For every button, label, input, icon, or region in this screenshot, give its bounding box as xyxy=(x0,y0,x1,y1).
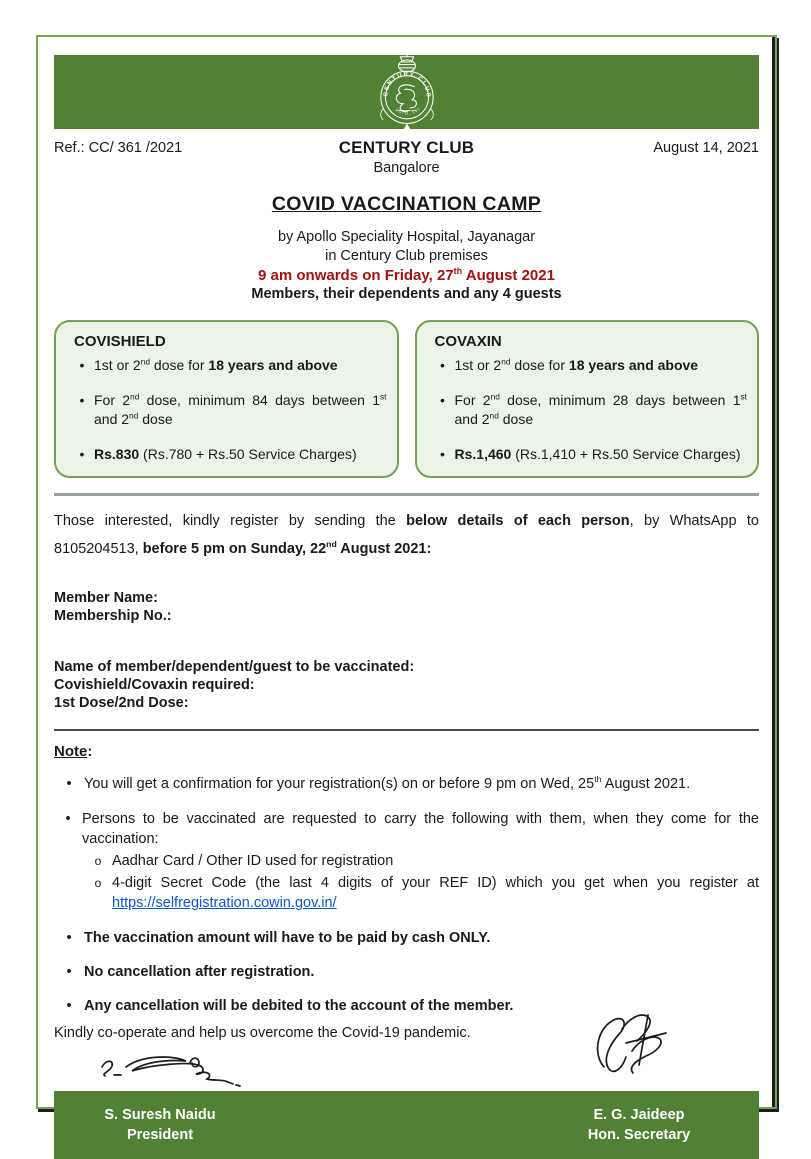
vaccine-name: COVISHIELD xyxy=(74,333,166,350)
note-item: • You will get a confirmation for your registration(s) on or before 9 pm on Wed, 25th August 2021. xyxy=(54,774,759,794)
vaccine-bullet: • 1st or 2nd dose for 18 years and above xyxy=(431,356,748,375)
logo-finial-icon xyxy=(404,48,409,54)
circle-bullet-icon xyxy=(84,851,112,871)
bullet-icon xyxy=(54,774,84,794)
logo-pendant-icon xyxy=(403,123,410,135)
vaccine-name: COVAXIN xyxy=(434,333,502,350)
signatory-title: President xyxy=(126,1127,194,1143)
closing-line: Kindly co-operate and help us overcome the Covid-19 pandemic. xyxy=(54,1025,471,1041)
form-field-label: 1st Dose/2nd Dose: xyxy=(54,695,189,711)
century-club-logo xyxy=(364,41,450,143)
secretary-signature xyxy=(582,1009,678,1089)
vaccination-fields xyxy=(54,658,759,712)
note-subitem: o 4-digit Secret Code (the last 4 digits of your REF ID) which you get when you register at https://selfregistration.cowin.gov.in/ xyxy=(54,873,759,913)
note-item: • Persons to be vaccinated are requested to carry the following with them, when they come for the vaccination: xyxy=(54,809,759,849)
venue-line: in Century Club premises xyxy=(325,248,488,264)
schedule-line: 9 am onwards on Friday, 27th August 2021 xyxy=(258,266,555,284)
bullet-icon xyxy=(54,962,84,982)
letter-date: August 14, 2021 xyxy=(653,140,759,156)
audience-line: Members, their dependents and any 4 guests xyxy=(251,286,562,302)
president-block xyxy=(60,1105,260,1145)
vaccine-bullet: • For 2nd dose, minimum 28 days between 1st and 2nd dose xyxy=(431,391,748,429)
registration-paragraph: Those interested, kindly register by sending the below details of each person, by WhatsApp to 8105204513, before 5 pm on Sunday, 22nd August 2021: xyxy=(54,513,759,557)
footer-bar xyxy=(54,1091,759,1159)
bullet-icon xyxy=(70,445,94,464)
note-item: • The vaccination amount will have to be paid by cash ONLY. xyxy=(54,928,759,948)
note-list xyxy=(54,774,759,1016)
organizer-line: by Apollo Speciality Hospital, Jayanagar xyxy=(277,229,536,245)
form-field-label: Name of member/dependent/guest to be vaccinated: xyxy=(54,659,415,675)
bullet-icon xyxy=(54,996,84,1016)
secretary-block xyxy=(539,1105,739,1145)
signatory-name: S. Suresh Naidu xyxy=(104,1107,216,1123)
logo-club-name: CENTURY CLUB xyxy=(382,71,431,99)
signature-area xyxy=(54,1041,759,1091)
bullet-icon xyxy=(54,809,82,829)
page-frame xyxy=(36,35,777,1143)
circle-bullet-icon xyxy=(84,873,112,893)
note-item: • Any cancellation will be debited to the account of the member. xyxy=(54,996,759,1016)
president-signature xyxy=(94,1049,262,1087)
form-field-label: Membership No.: xyxy=(54,608,172,624)
cowin-registration-link[interactable]: https://selfregistration.cowin.gov.in/ xyxy=(112,895,337,911)
club-name: CENTURY CLUB xyxy=(338,138,475,157)
bullet-icon xyxy=(431,445,455,464)
vaccine-bullet: • 1st or 2nd dose for 18 years and above xyxy=(70,356,387,375)
form-field-label: Covishield/Covaxin required: xyxy=(54,677,255,693)
ref-number: Ref.: CC/ 361 /2021 xyxy=(54,140,183,156)
bullet-icon xyxy=(431,391,455,410)
note-item: • No cancellation after registration. xyxy=(54,962,759,982)
vaccine-bullet: • For 2nd dose, minimum 84 days between 1st and 2nd dose xyxy=(70,391,387,429)
page-title: COVID VACCINATION CAMP xyxy=(271,193,542,215)
member-fields xyxy=(54,589,759,625)
logo-estd-year: ESTD. 1917 xyxy=(365,41,421,116)
covishield-box xyxy=(54,320,399,478)
signatory-name: E. G. Jaideep xyxy=(593,1107,685,1123)
bullet-icon xyxy=(70,356,94,375)
section-divider xyxy=(54,729,759,731)
header-band xyxy=(54,41,759,129)
bullet-icon xyxy=(431,356,455,375)
covaxin-box xyxy=(415,320,760,478)
vaccine-price: • Rs.1,460 (Rs.1,410 + Rs.50 Service Charges) xyxy=(431,445,748,464)
signatory-title: Hon. Secretary xyxy=(587,1127,691,1143)
section-divider xyxy=(54,493,759,496)
note-heading: Note: xyxy=(54,743,93,760)
letterhead-row xyxy=(54,138,759,176)
vaccine-boxes xyxy=(54,320,759,478)
bullet-icon xyxy=(70,391,94,410)
bullet-icon xyxy=(54,928,84,948)
note-subitem: o Aadhar Card / Other ID used for registration xyxy=(54,851,759,871)
club-city: Bangalore xyxy=(373,160,440,176)
form-field-label: Member Name: xyxy=(54,590,158,606)
vaccine-price: • Rs.830 (Rs.780 + Rs.50 Service Charges) xyxy=(70,445,387,464)
